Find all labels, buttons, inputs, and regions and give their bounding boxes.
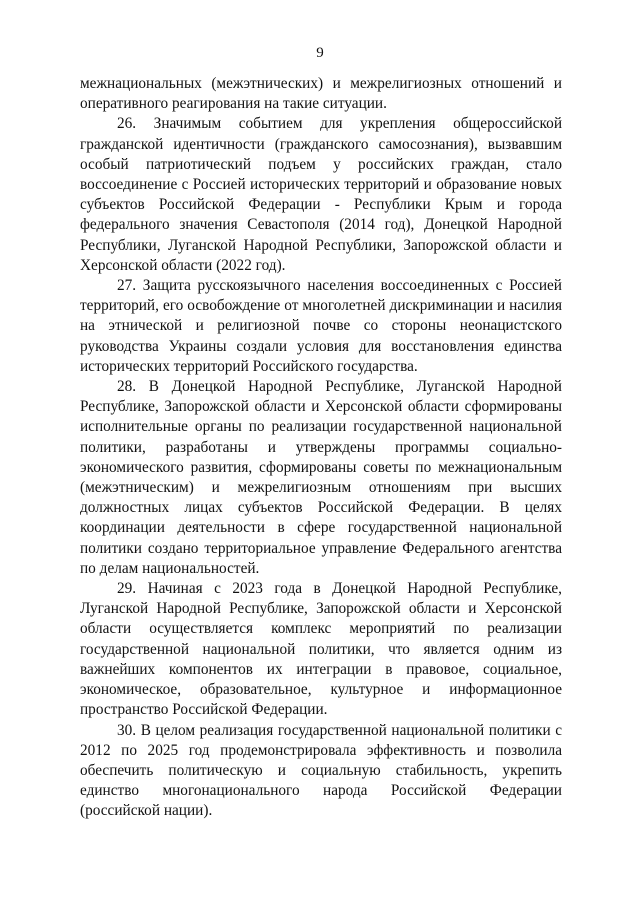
paragraph-29 <box>80 579 562 720</box>
paragraph-text: В Донецкой Народной Республике, Луганской Народной Республике, Запорожской области и Херсонской области сформированы исполнительные органы по реализации государственной национальной политики, разработаны и утверждены программы социально-экономического развития, сформированы советы по межнациональным (межэтническим) и межрелигиозным отношениям при высших должностных лицах субъектов Российской Федерации. В целях координации деятельности в сфере государственной национальной политики создано территориальное управление Федерального агентства по делам национальностей. <box>80 378 562 577</box>
paragraph-number: 30. <box>117 721 137 739</box>
paragraph-30 <box>80 721 562 822</box>
paragraph-26 <box>80 114 562 276</box>
paragraph-number: 29. <box>117 580 137 598</box>
paragraph-text: Защита русскоязычного населения воссоединенных с Россией территорий, его освобождение от многолетней дискриминации и насилия на этнической и религиозной почве со стороны неонацистского руководства Украины создали условия для восстановления единства исторических территорий Российского государства. <box>80 277 562 375</box>
paragraph-number: 27. <box>117 277 137 295</box>
document-body <box>80 74 562 822</box>
paragraph-27 <box>80 276 562 377</box>
paragraph-number: 26. <box>117 115 137 133</box>
paragraph-28 <box>80 377 562 579</box>
paragraph-text: межнациональных (межэтнических) и межрелигиозных отношений и оперативного реагирования на такие ситуации. <box>80 75 562 113</box>
paragraph-text: Начиная с 2023 года в Донецкой Народной Республике, Луганской Народной Республике, Запорожской области и Херсонской области осуществляется комплекс мероприятий по реализации государственной национальной политики, что является одним из важнейших компонентов их интеграции в правовое, социальное, экономическое, образовательное, культурное и информационное пространство Российской Федерации. <box>80 580 562 719</box>
paragraph-number: 28. <box>117 378 137 396</box>
paragraph-continuation <box>80 74 562 114</box>
paragraph-text: Значимым событием для укрепления общероссийской гражданской идентичности (гражданского самосознания), вызвавшим особый патриотический подъем у российских граждан, стало воссоединение с Россией исторических территорий и образование новых субъектов Российской Федерации - Республики Крым и города федерального значения Севастополя (2014 год), Донецкой Народной Республики, Луганской Народной Республики, Запорожской области и Херсонской области (2022 год). <box>80 115 563 274</box>
page-number: 9 <box>316 45 324 61</box>
paragraph-text: В целом реализация государственной национальной политики с 2012 по 2025 год продемонстрировала эффективность и позволила обеспечить политическую и социальную стабильность, укрепить единство многонационального народа Российской Федерации (российской нации). <box>80 721 562 820</box>
